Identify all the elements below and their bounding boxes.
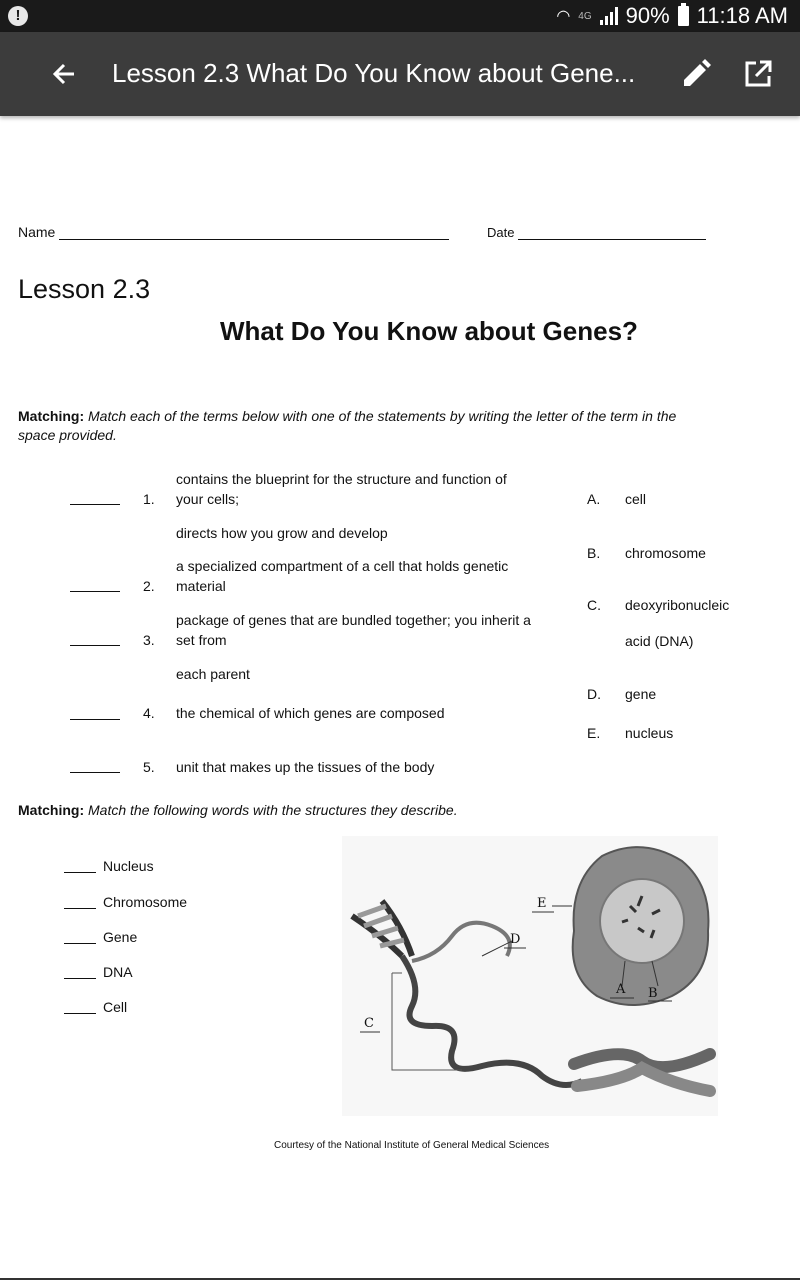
question-2-text-b: material <box>176 578 226 594</box>
figure-label-c: C <box>364 1016 374 1031</box>
word-nucleus: Nucleus <box>103 858 154 874</box>
word-blank-nucleus[interactable] <box>64 872 96 873</box>
question-1-text-b: your cells; <box>176 491 240 507</box>
network-type: 4G <box>578 10 592 22</box>
word-gene: Gene <box>103 929 138 945</box>
term-e: nucleus <box>625 725 674 741</box>
figure-caption: Courtesy of the National Institute of General Medical Sciences <box>274 1140 550 1151</box>
word-chromosome: Chromosome <box>103 894 188 910</box>
term-b: chromosome <box>625 545 706 561</box>
section1-instructions-line2: space provided. <box>18 427 117 443</box>
lesson-label: Lesson 2.3 <box>18 274 151 304</box>
name-row <box>18 224 449 240</box>
date-label: Date <box>487 225 515 240</box>
battery-icon <box>678 6 689 26</box>
figure-label-a: A <box>616 982 626 997</box>
signal-icon <box>600 7 618 25</box>
name-label: Name <box>18 224 56 240</box>
question-5-text: unit that makes up the tissues of the body <box>176 759 435 775</box>
word-blank-chromosome[interactable] <box>64 908 96 909</box>
question-4-number: 4. <box>143 705 155 721</box>
alert-icon: ! <box>8 6 28 26</box>
section2-instructions: Matching: Match the following words with the structures they describe. <box>18 802 458 818</box>
term-c-line1: deoxyribonucleic <box>625 597 730 613</box>
answer-blank-2[interactable] <box>70 591 120 592</box>
document-title: Lesson 2.3 What Do You Know about Gene... <box>112 58 636 88</box>
question-5-number: 5. <box>143 759 155 775</box>
term-a-letter: A. <box>587 491 601 507</box>
term-d: gene <box>625 686 657 702</box>
dna-cell-diagram <box>342 836 718 1116</box>
question-3-number: 3. <box>143 632 155 648</box>
question-1-text-c: directs how you grow and develop <box>176 525 388 541</box>
date-row <box>487 225 706 240</box>
term-e-letter: E. <box>587 725 601 741</box>
figure-label-d: D <box>510 932 521 947</box>
status-bar <box>0 0 800 32</box>
term-a: cell <box>625 491 647 507</box>
edit-pencil-icon[interactable] <box>676 54 716 94</box>
name-line <box>59 225 449 240</box>
document-page <box>0 116 800 1280</box>
question-3-text-a: package of genes that are bundled together; you inherit a <box>176 612 531 628</box>
figure-label-b: B <box>648 986 658 1001</box>
answer-blank-3[interactable] <box>70 645 120 646</box>
question-2-text-a: a specialized compartment of a cell that holds genetic <box>176 558 509 574</box>
battery-percent: 90% <box>625 3 670 28</box>
term-c-line2: acid (DNA) <box>625 633 694 649</box>
open-external-icon[interactable] <box>738 54 778 94</box>
section1-instructions: Matching: Match each of the terms below with one of the statements by writing the letter of the term in the <box>18 408 677 424</box>
question-4-text: the chemical of which genes are composed <box>176 705 445 721</box>
answer-blank-4[interactable] <box>70 719 120 720</box>
question-2-number: 2. <box>143 578 155 594</box>
question-1-text-a: contains the blueprint for the structure and function of <box>176 471 507 487</box>
question-3-text-b: set from <box>176 632 227 648</box>
word-blank-dna[interactable] <box>64 978 96 979</box>
term-b-letter: B. <box>587 545 601 561</box>
word-cell: Cell <box>103 999 128 1015</box>
wifi-icon: ◠ <box>556 8 571 25</box>
word-blank-gene[interactable] <box>64 943 96 944</box>
question-3-text-c: each parent <box>176 666 250 682</box>
word-blank-cell[interactable] <box>64 1013 96 1014</box>
answer-blank-5[interactable] <box>70 772 120 773</box>
term-c-letter: C. <box>587 597 601 613</box>
date-line <box>518 225 706 240</box>
page-title: What Do You Know about Genes? <box>220 316 638 346</box>
term-d-letter: D. <box>587 686 601 702</box>
question-1-number: 1. <box>143 491 155 507</box>
word-dna: DNA <box>103 964 133 980</box>
clock: 11:18 AM <box>696 3 788 28</box>
answer-blank-1[interactable] <box>70 504 120 505</box>
back-arrow-icon[interactable] <box>44 54 84 94</box>
figure-label-e: E <box>537 896 547 911</box>
app-bar <box>0 32 800 116</box>
